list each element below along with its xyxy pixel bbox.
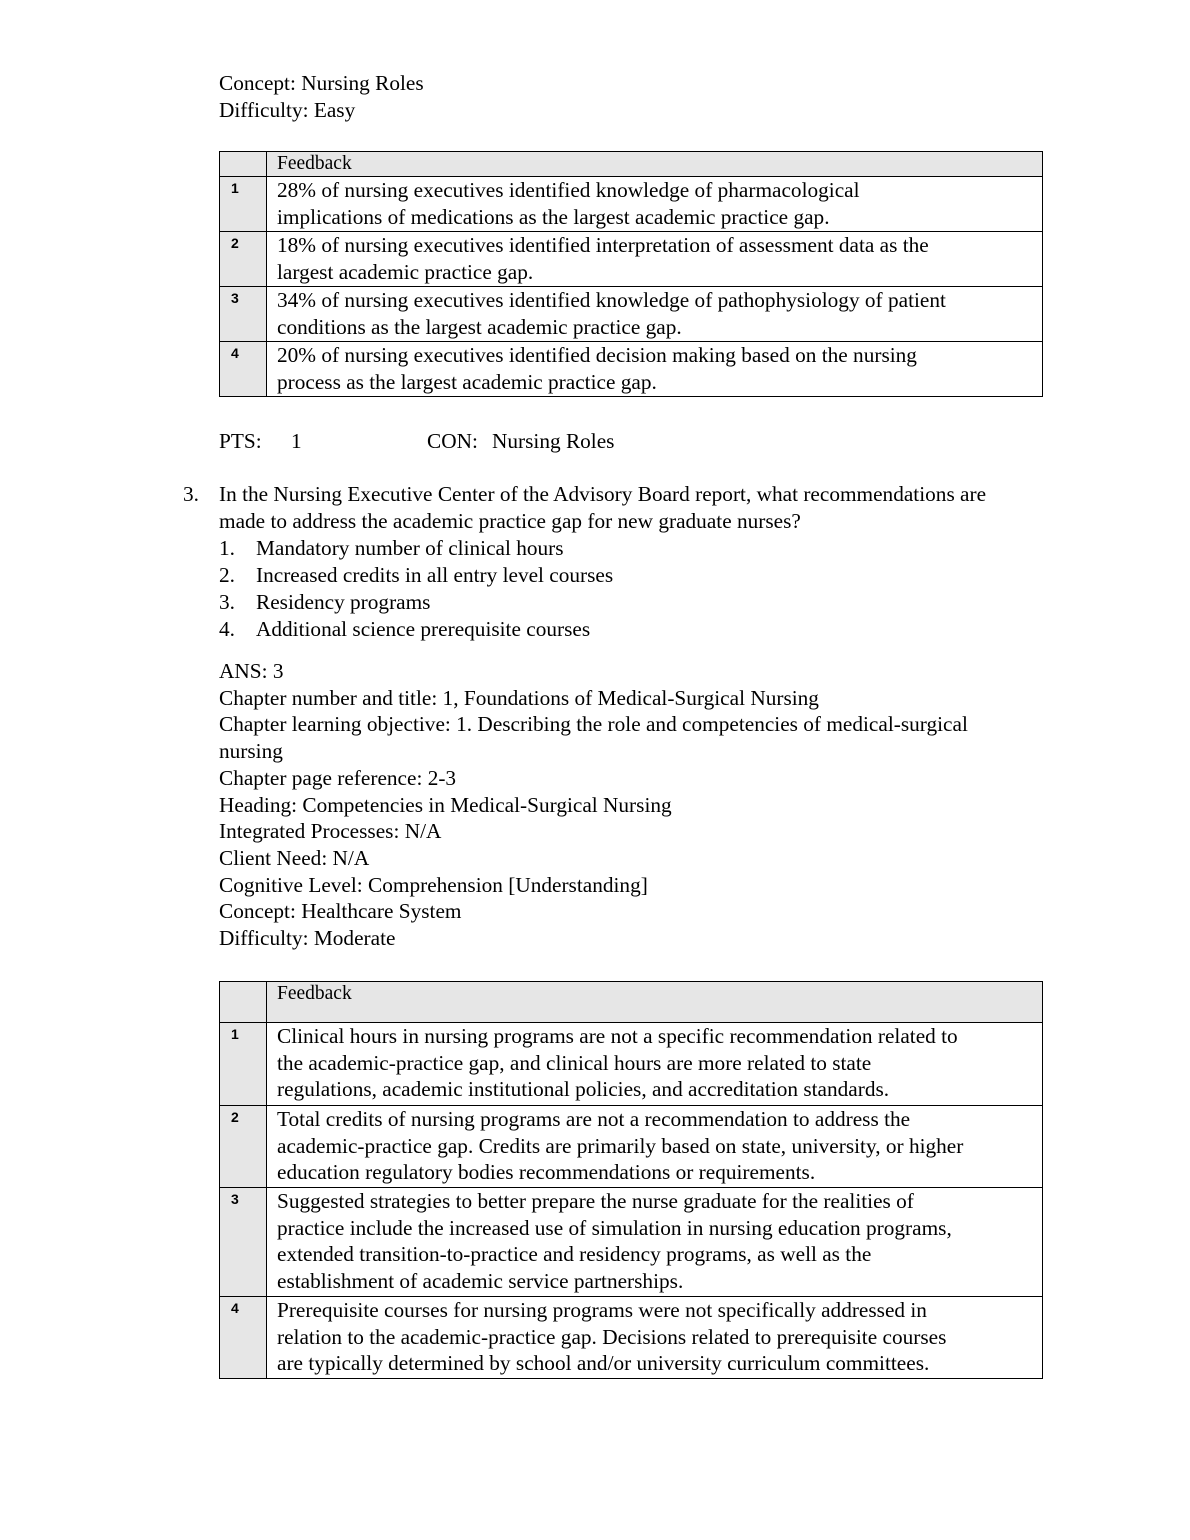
feedback-text-line: regulations, academic institutional policies, and accreditation standards. — [277, 1077, 890, 1102]
question-number: 3. — [183, 482, 199, 506]
client-need-line: Client Need: N/A — [219, 845, 370, 870]
feedback-cell — [267, 287, 1043, 342]
pts-value: 1 — [291, 429, 302, 453]
integrated-processes-line: Integrated Processes: N/A — [219, 819, 442, 844]
feedback-text-line: 28% of nursing executives identified knowledge of pharmacological — [277, 178, 860, 202]
feedback-text-line: relation to the academic-practice gap. Decisions related to prerequisite courses — [277, 1324, 947, 1349]
table-row — [220, 1023, 1043, 1106]
feedback-text-line: education regulatory bodies recommendations or requirements. — [277, 1160, 816, 1185]
feedback-header-row — [220, 982, 1043, 1023]
row-number: 4 — [220, 1297, 267, 1379]
question-stem-line: In the Nursing Executive Center of the Advisory Board report, what recommendations are — [219, 482, 987, 506]
table-row — [220, 177, 1043, 232]
difficulty-line: Difficulty: Moderate — [219, 926, 396, 951]
feedback-cell — [267, 342, 1043, 397]
feedback-text-line: Suggested strategies to better prepare the nurse graduate for the realities of — [277, 1189, 914, 1213]
feedback-cell — [267, 1106, 1043, 1188]
feedback-cell — [267, 1188, 1043, 1297]
difficulty-line: Difficulty: Easy — [219, 98, 356, 122]
option-text: Mandatory number of clinical hours — [256, 536, 564, 560]
option-text: Residency programs — [256, 590, 431, 614]
row-number: 1 — [220, 177, 267, 232]
answer-line: ANS: 3 — [219, 659, 284, 683]
objective-line-continued: nursing — [219, 739, 283, 764]
pts-label: PTS: — [219, 429, 262, 453]
option-number: 1. — [219, 536, 235, 560]
question-stem-line: made to address the academic practice gap for new graduate nurses? — [219, 509, 801, 533]
feedback-text-line: 20% of nursing executives identified decision making based on the nursing — [277, 343, 917, 367]
page-reference-line: Chapter page reference: 2-3 — [219, 765, 457, 790]
option-number: 4. — [219, 617, 235, 641]
feedback-text-line: implications of medications as the largest academic practice gap. — [277, 204, 830, 229]
feedback-text-line: conditions as the largest academic practice gap. — [277, 314, 682, 339]
feedback-cell — [267, 1297, 1043, 1379]
chapter-line: Chapter number and title: 1, Foundations of Medical-Surgical Nursing — [219, 685, 819, 710]
objective-line: Chapter learning objective: 1. Describing the role and competencies of medical-surgical — [219, 712, 968, 737]
list-item — [219, 562, 919, 589]
feedback-header: Feedback — [267, 982, 1043, 1023]
feedback-text-line: 18% of nursing executives identified interpretation of assessment data as the — [277, 233, 929, 257]
feedback-text-line: Clinical hours in nursing programs are not a specific recommendation related to — [277, 1024, 958, 1048]
table-row — [220, 342, 1043, 397]
con-label: CON: — [427, 429, 478, 453]
table-row — [220, 287, 1043, 342]
option-text: Additional science prerequisite courses — [256, 617, 591, 641]
feedback-text-line: extended transition-to-practice and residency programs, as well as the — [277, 1242, 872, 1267]
concept-line: Concept: Healthcare System — [219, 899, 462, 924]
feedback-table-1 — [219, 151, 1043, 397]
option-number: 2. — [219, 563, 235, 587]
feedback-table-2 — [219, 981, 1043, 1379]
list-item — [219, 589, 919, 616]
list-item — [219, 535, 919, 562]
header-corner-cell — [220, 152, 267, 177]
feedback-text-line: establishment of academic service partnerships. — [277, 1269, 684, 1294]
feedback-header-row — [220, 152, 1043, 177]
con-value: Nursing Roles — [492, 429, 615, 453]
concept-line: Concept: Nursing Roles — [219, 71, 424, 95]
header-corner-cell — [220, 982, 267, 1023]
option-text: Increased credits in all entry level courses — [256, 563, 614, 587]
row-number: 4 — [220, 342, 267, 397]
feedback-header: Feedback — [267, 152, 1043, 177]
feedback-text-line: largest academic practice gap. — [277, 259, 534, 284]
row-number: 3 — [220, 287, 267, 342]
table-row — [220, 1188, 1043, 1297]
answer-options — [219, 535, 919, 643]
feedback-cell — [267, 177, 1043, 232]
feedback-text-line: practice include the increased use of simulation in nursing education programs, — [277, 1215, 952, 1240]
feedback-text-line: Prerequisite courses for nursing programs were not specifically addressed in — [277, 1298, 927, 1322]
row-number: 2 — [220, 1106, 267, 1188]
answer-metadata — [219, 658, 968, 952]
heading-line: Heading: Competencies in Medical-Surgical Nursing — [219, 792, 672, 817]
feedback-text-line: process as the largest academic practice gap. — [277, 369, 657, 394]
cognitive-level-line: Cognitive Level: Comprehension [Understanding] — [219, 872, 648, 897]
feedback-text-line: Total credits of nursing programs are not a recommendation to address the — [277, 1107, 911, 1131]
feedback-cell — [267, 1023, 1043, 1106]
row-number: 2 — [220, 232, 267, 287]
feedback-text-line: the academic-practice gap, and clinical hours are more related to state — [277, 1050, 872, 1075]
feedback-text-line: 34% of nursing executives identified knowledge of pathophysiology of patient — [277, 288, 946, 312]
option-number: 3. — [219, 590, 235, 614]
feedback-cell — [267, 232, 1043, 287]
row-number: 1 — [220, 1023, 267, 1106]
table-row — [220, 1297, 1043, 1379]
table-row — [220, 1106, 1043, 1188]
feedback-text-line: are typically determined by school and/or university curriculum committees. — [277, 1351, 930, 1376]
row-number: 3 — [220, 1188, 267, 1297]
feedback-text-line: academic-practice gap. Credits are primarily based on state, university, or higher — [277, 1133, 964, 1158]
list-item — [219, 616, 919, 643]
table-row — [220, 232, 1043, 287]
